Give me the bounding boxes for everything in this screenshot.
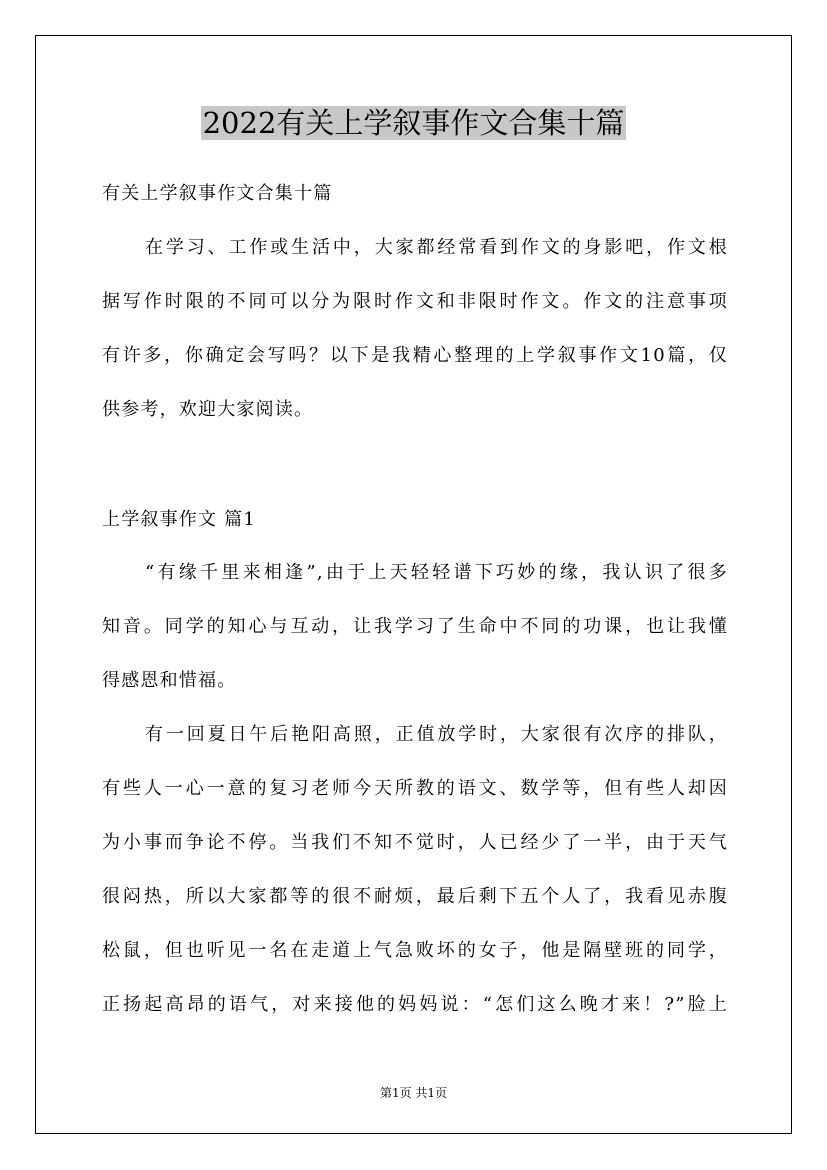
- intro-line: 据写作时限的不同可以分为限时作文和非限时作文。作文的注意事项: [102, 291, 728, 312]
- document-title-text: 2022有关上学叙事作文合集十篇: [202, 106, 625, 140]
- section-heading: 上学叙事作文 篇1: [102, 509, 256, 530]
- paragraph2-line: 有一回夏日午后艳阳高照，正值放学时，大家很有次序的排队，: [145, 724, 728, 745]
- paragraph1-line: 知音。同学的知心与互动，让我学习了生命中不同的功课，也让我懂: [102, 616, 728, 637]
- paragraph2-line: 松鼠，但也听见一名在走道上气急败坏的女子，他是隔壁班的同学，: [102, 940, 728, 961]
- paragraph2-line: 为小事而争论不停。当我们不知不觉时，人已经少了一半，由于天气: [102, 832, 728, 853]
- paragraph2-line: 正扬起高昂的语气，对来接他的妈妈说：“怎们这么晚才来！?”脸上: [102, 994, 728, 1015]
- paragraph2-line: 很闷热，所以大家都等的很不耐烦，最后剩下五个人了，我看见赤腹: [102, 886, 728, 907]
- paragraph1-line: “有缘千里来相逢”,由于上天轻轻谱下巧妙的缘，我认识了很多: [145, 562, 728, 583]
- paragraph1-line: 得感恩和惜福。: [102, 670, 237, 691]
- document-title: [0, 103, 827, 143]
- intro-line: 有许多，你确定会写吗？以下是我精心整理的上学叙事作文10篇，仅: [102, 345, 728, 366]
- document-subtitle: 有关上学叙事作文合集十篇: [102, 183, 333, 204]
- intro-line: 在学习、工作或生活中，大家都经常看到作文的身影吧，作文根: [145, 237, 728, 258]
- paragraph2-line: 有些人一心一意的复习老师今天所教的语文、数学等，但有些人却因: [102, 778, 728, 799]
- intro-line: 供参考，欢迎大家阅读。: [102, 399, 314, 420]
- page-footer: 第1页 共1页: [379, 1086, 448, 1100]
